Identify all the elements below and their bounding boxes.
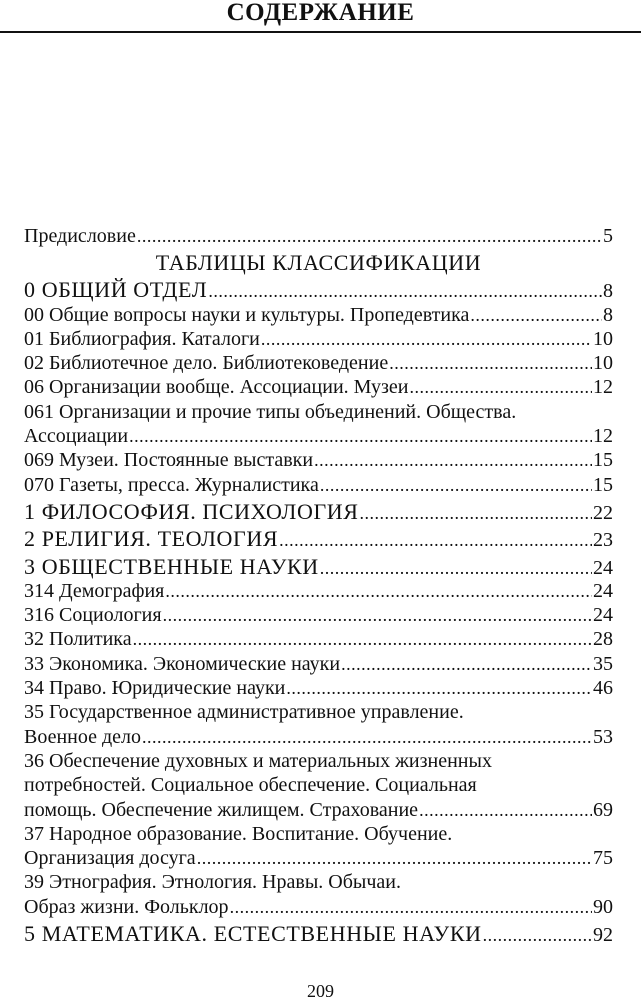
leader-dots xyxy=(279,528,592,552)
toc-entry-page: 23 xyxy=(593,529,613,552)
toc-entry-line: 36 Обеспечение духовных и материальных жизненных xyxy=(24,749,492,772)
leader-dots xyxy=(320,473,592,497)
leader-dots xyxy=(137,224,602,248)
toc-entry-title: 3 ОБЩЕСТВЕННЫЕ НАУКИ xyxy=(24,553,319,579)
leader-dots xyxy=(419,798,592,822)
toc-entry-title: 01 Библиография. Каталоги xyxy=(24,327,260,350)
toc-entry-page: 92 xyxy=(593,924,613,947)
toc-entry-page: 12 xyxy=(593,376,613,399)
toc-entry xyxy=(24,500,613,524)
toc-entry xyxy=(24,627,613,651)
toc-entry-page: 24 xyxy=(593,556,613,579)
leader-dots xyxy=(286,676,592,700)
toc-entry-page: 22 xyxy=(593,501,613,524)
toc-entry xyxy=(24,652,613,676)
toc-entry-page: 53 xyxy=(593,725,613,748)
toc-entry-title: Военное дело xyxy=(24,725,142,748)
leader-dots xyxy=(208,279,602,303)
toc-entry xyxy=(24,448,613,472)
toc-entry xyxy=(24,725,613,749)
leader-dots xyxy=(133,627,592,651)
title-underline xyxy=(0,31,641,33)
leader-dots xyxy=(360,501,592,525)
toc-entry xyxy=(24,676,613,700)
toc-entry-title: 070 Газеты, пресса. Журналистика xyxy=(24,473,319,496)
toc-entry-page: 35 xyxy=(593,652,613,675)
toc-entry-title: Организация досуга xyxy=(24,847,196,870)
toc-entry xyxy=(24,603,613,627)
page-title: СОДЕРЖАНИЕ xyxy=(226,0,415,26)
toc-entry-page: 12 xyxy=(593,425,613,448)
toc-entry-title: помощь. Обеспечение жилищем. Страхование xyxy=(24,798,419,821)
toc-entry-title: Образ жизни. Фольклор xyxy=(24,895,229,918)
toc-entry-line: 061 Организации и прочие типы объединений. Общества. xyxy=(24,400,517,423)
toc-entry-page: 10 xyxy=(593,327,613,350)
toc-entry-page: 10 xyxy=(593,352,613,375)
leader-dots xyxy=(470,303,602,327)
toc-entry xyxy=(24,579,613,603)
toc-entry-title: Ассоциации xyxy=(24,425,129,448)
toc-entry-title: 316 Социология xyxy=(24,604,162,627)
toc-entry-title: 06 Организации вообще. Ассоциации. Музеи xyxy=(24,376,409,399)
leader-dots xyxy=(163,603,592,627)
toc-entry-page: 8 xyxy=(603,280,613,303)
toc-entry-line: 39 Этнография. Этнология. Нравы. Обычаи. xyxy=(24,871,401,894)
toc-entry-title: 34 Право. Юридические науки xyxy=(24,677,286,700)
leader-dots xyxy=(314,448,592,472)
toc-entry-title: 314 Демография xyxy=(24,579,165,602)
leader-dots xyxy=(389,351,592,375)
toc-entry-title: 5 МАТЕМАТИКА. ЕСТЕСТВЕННЫЕ НАУКИ xyxy=(24,921,482,947)
toc-entry xyxy=(24,922,613,946)
toc-entry-page: 24 xyxy=(593,604,613,627)
toc-entry-page: 28 xyxy=(593,628,613,651)
toc-entry-page: 75 xyxy=(593,847,613,870)
toc-entry-page: 24 xyxy=(593,579,613,602)
toc-entry-title: Предисловие xyxy=(24,225,136,247)
toc-entry xyxy=(24,846,613,870)
leader-dots xyxy=(142,725,592,749)
toc-entry-title: 32 Политика xyxy=(24,628,132,651)
toc-entry xyxy=(24,424,613,448)
toc-entry-title: 1 ФИЛОСОФИЯ. ПСИХОЛОГИЯ xyxy=(24,498,359,524)
toc-entry-title: 2 РЕЛИГИЯ. ТЕОЛОГИЯ xyxy=(24,526,279,552)
page-number: 209 xyxy=(307,981,334,1001)
toc-entry-page: 69 xyxy=(593,798,613,821)
toc-entry-page: 5 xyxy=(603,225,613,247)
leader-dots xyxy=(483,923,592,947)
toc-entry xyxy=(24,555,613,579)
toc-entry xyxy=(24,327,613,351)
leader-dots xyxy=(261,327,592,351)
toc-entry-title: 00 Общие вопросы науки и культуры. Пропедевтика xyxy=(24,303,470,326)
toc-entry-page: 90 xyxy=(593,895,613,918)
toc-entry xyxy=(24,527,613,551)
toc-entry xyxy=(24,375,613,399)
leader-dots xyxy=(165,579,592,603)
leader-dots xyxy=(320,556,592,580)
toc-entry-title: 069 Музеи. Постоянные выставки xyxy=(24,449,314,472)
toc-entry-line: 35 Государственное административное управление. xyxy=(24,701,464,724)
toc-entry-page: 15 xyxy=(593,449,613,472)
leader-dots xyxy=(341,652,592,676)
toc-entry xyxy=(24,303,613,327)
leader-dots xyxy=(129,424,592,448)
toc-entry xyxy=(24,278,613,302)
toc-entry-title: 0 ОБЩИЙ ОТДЕЛ xyxy=(24,277,208,303)
toc-entry xyxy=(24,351,613,375)
toc-entry-page: 46 xyxy=(593,677,613,700)
toc-entry xyxy=(24,895,613,919)
table-of-contents xyxy=(24,224,613,946)
toc-entry xyxy=(24,798,613,822)
toc-entry-line: 37 Народное образование. Воспитание. Обучение. xyxy=(24,822,453,845)
leader-dots xyxy=(230,895,592,919)
leader-dots xyxy=(197,846,592,870)
toc-entry-line: потребностей. Социальное обеспечение. Социальная xyxy=(24,774,477,797)
toc-entry-preface xyxy=(24,224,613,248)
leader-dots xyxy=(409,375,592,399)
toc-entry-page: 8 xyxy=(603,303,613,326)
toc-entry-page: 15 xyxy=(593,473,613,496)
toc-list xyxy=(24,278,613,946)
section-heading: ТАБЛИЦЫ КЛАССИФИКАЦИИ xyxy=(155,250,482,276)
toc-entry-title: 33 Экономика. Экономические науки xyxy=(24,652,341,675)
toc-entry xyxy=(24,473,613,497)
toc-entry-title: 02 Библиотечное дело. Библиотековедение xyxy=(24,352,389,375)
